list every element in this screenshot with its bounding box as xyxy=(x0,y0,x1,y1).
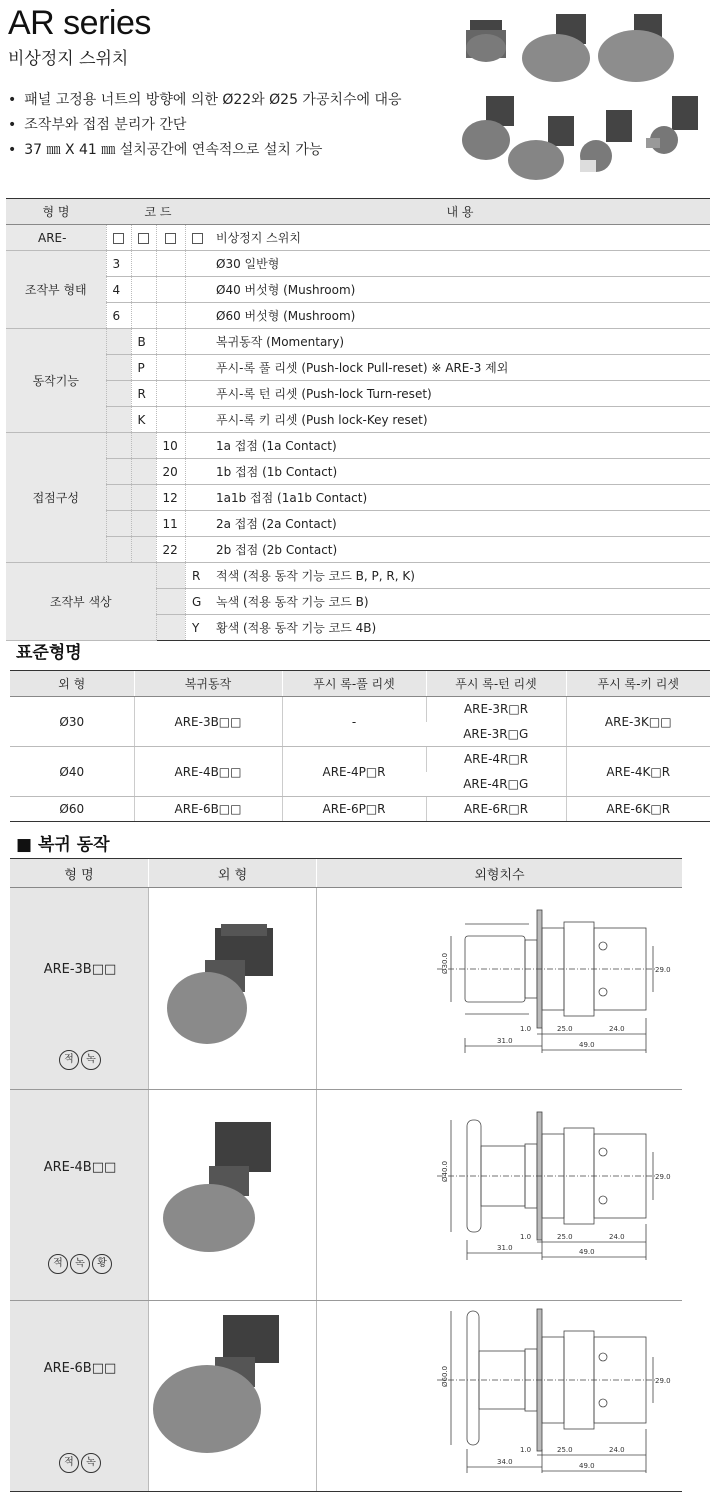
code-value: 11 xyxy=(156,511,185,537)
code-value: R xyxy=(185,563,210,589)
color-badges xyxy=(10,1050,150,1070)
dim-label: 24.0 xyxy=(609,1446,625,1454)
std-pull: ARE-6P□R xyxy=(282,797,426,822)
model-cell xyxy=(10,1301,149,1492)
code-content: 1a 접점 (1a Contact) xyxy=(210,433,710,459)
dim-label: 24.0 xyxy=(609,1025,625,1033)
dim-header: 외 형 xyxy=(149,859,317,888)
product-photo xyxy=(149,1301,317,1492)
dim-label: 1.0 xyxy=(520,1025,532,1033)
std-momentary: ARE-6B□□ xyxy=(134,797,282,822)
color-badge-red: 적 xyxy=(48,1254,68,1274)
std-key: ARE-6K□R xyxy=(566,797,710,822)
code-value: 6 xyxy=(106,303,131,329)
std-pull: ARE-4P□R xyxy=(282,747,426,797)
code-content: 녹색 (적용 동작 기능 코드 B) xyxy=(210,589,710,615)
model-name: ARE-6B□□ xyxy=(43,1361,117,1376)
code-content: Ø30 일반형 xyxy=(210,251,710,277)
code-value: 22 xyxy=(156,537,185,563)
dim-label: 29.0 xyxy=(655,1173,671,1181)
feature-item: • 조작부와 접점 분리가 간단 xyxy=(8,113,402,138)
dim-label: 1.0 xyxy=(520,1233,532,1241)
model-cell xyxy=(10,1090,149,1301)
std-key: ARE-4K□R xyxy=(566,747,710,797)
feature-item: • 패널 고정용 너트의 방향에 의한 Ø22와 Ø25 가공치수에 대응 xyxy=(8,88,402,113)
product-photo xyxy=(149,888,317,1090)
dim-label: 24.0 xyxy=(609,1233,625,1241)
dimension-drawing xyxy=(317,1301,683,1492)
std-size: Ø60 xyxy=(10,797,134,822)
standard-model-table xyxy=(10,670,710,822)
std-header: 푸시 록-풀 리셋 xyxy=(282,671,426,697)
code-value: 12 xyxy=(156,485,185,511)
model-cell xyxy=(10,888,149,1090)
header-model: 형 명 xyxy=(6,199,106,225)
code-value: B xyxy=(131,329,156,355)
code-value: 4 xyxy=(106,277,131,303)
code-value: G xyxy=(185,589,210,615)
std-momentary: ARE-4B□□ xyxy=(134,747,282,797)
prefix-model: ARE- xyxy=(6,225,106,251)
momentary-dimension-table xyxy=(10,858,682,1492)
std-size: Ø40 xyxy=(10,747,134,797)
dim-label: 29.0 xyxy=(655,1377,671,1385)
code-content: 2b 접점 (2b Contact) xyxy=(210,537,710,563)
prefix-content: 비상정지 스위치 xyxy=(210,225,710,251)
header-content: 내 용 xyxy=(210,199,710,225)
product-photo xyxy=(466,20,506,62)
dim-label: 29.0 xyxy=(655,966,671,974)
code-value: K xyxy=(131,407,156,433)
code-content: 푸시-록 키 리셋 (Push lock-Key reset) xyxy=(210,407,710,433)
code-content: 푸시-록 풀 리셋 (Push-lock Pull-reset) ※ ARE-3 제외 xyxy=(210,355,710,381)
dim-label: 49.0 xyxy=(579,1248,595,1256)
code-content: Ø40 버섯형 (Mushroom) xyxy=(210,277,710,303)
code-box-icon xyxy=(185,225,210,251)
std-turn: ARE-3R□G xyxy=(426,722,566,747)
dim-label: Ø40.0 xyxy=(441,1160,449,1182)
code-content: Ø60 버섯형 (Mushroom) xyxy=(210,303,710,329)
color-badge-green: 녹 xyxy=(70,1254,90,1274)
dim-header: 외형치수 xyxy=(317,859,683,888)
std-turn: ARE-6R□R xyxy=(426,797,566,822)
group-label: 접점구성 xyxy=(6,433,106,563)
dim-label: 49.0 xyxy=(579,1041,595,1049)
dim-label: 31.0 xyxy=(497,1037,513,1045)
std-header: 푸시 록-턴 리셋 xyxy=(426,671,566,697)
dim-label: 1.0 xyxy=(520,1446,532,1454)
header-code: 코 드 xyxy=(106,199,210,225)
code-value: R xyxy=(131,381,156,407)
standard-heading: 표준형명 xyxy=(16,643,82,663)
color-badge-green: 녹 xyxy=(81,1453,101,1473)
color-badge-yellow: 황 xyxy=(92,1254,112,1274)
dim-label: 25.0 xyxy=(557,1025,573,1033)
code-content: 2a 접점 (2a Contact) xyxy=(210,511,710,537)
series-subtitle: 비상정지 스위치 xyxy=(8,49,129,69)
color-badges xyxy=(10,1254,150,1274)
product-photos xyxy=(456,0,716,190)
std-momentary: ARE-3B□□ xyxy=(134,697,282,747)
std-header: 외 형 xyxy=(10,671,134,697)
product-photo xyxy=(508,116,574,180)
code-value: 10 xyxy=(156,433,185,459)
model-name: ARE-4B□□ xyxy=(43,1160,117,1175)
color-badge-red: 적 xyxy=(59,1453,79,1473)
dimension-drawing xyxy=(317,888,683,1090)
code-value: Y xyxy=(185,615,210,641)
code-content: 1a1b 접점 (1a1b Contact) xyxy=(210,485,710,511)
code-content: 복귀동작 (Momentary) xyxy=(210,329,710,355)
feature-item: • 37 ㎜ X 41 ㎜ 설치공간에 연속적으로 설치 가능 xyxy=(8,138,402,163)
product-photo xyxy=(462,96,514,160)
std-size: Ø30 xyxy=(10,697,134,747)
std-key: ARE-3K□□ xyxy=(566,697,710,747)
product-photo xyxy=(580,110,632,172)
dim-label: Ø30.0 xyxy=(441,952,449,974)
dim-label: 31.0 xyxy=(497,1244,513,1252)
code-table xyxy=(6,198,710,641)
group-label: 조작부 형태 xyxy=(6,251,106,329)
std-pull: - xyxy=(282,697,426,747)
code-value: P xyxy=(131,355,156,381)
product-photo xyxy=(149,1090,317,1301)
std-header: 복귀동작 xyxy=(134,671,282,697)
model-name: ARE-3B□□ xyxy=(43,962,117,977)
product-photo xyxy=(522,14,590,82)
dim-label: Ø60.0 xyxy=(441,1365,449,1387)
feature-list xyxy=(8,88,402,163)
dim-header: 형 명 xyxy=(10,859,149,888)
std-turn: ARE-4R□R xyxy=(426,747,566,772)
code-box-icon xyxy=(106,225,131,251)
momentary-heading: ■ 복귀 동작 xyxy=(16,835,110,855)
code-value: 3 xyxy=(106,251,131,277)
group-label: 조작부 색상 xyxy=(6,563,156,641)
series-title: AR series xyxy=(8,4,151,42)
code-content: 황색 (적용 동작 기능 코드 4B) xyxy=(210,615,710,641)
color-badge-green: 녹 xyxy=(81,1050,101,1070)
dim-label: 25.0 xyxy=(557,1446,573,1454)
color-badge-red: 적 xyxy=(59,1050,79,1070)
std-turn: ARE-4R□G xyxy=(426,772,566,797)
code-box-icon xyxy=(131,225,156,251)
dim-label: 34.0 xyxy=(497,1458,513,1466)
code-value: 20 xyxy=(156,459,185,485)
group-label: 동작기능 xyxy=(6,329,106,433)
product-photo xyxy=(598,14,674,82)
code-content: 적색 (적용 동작 기능 코드 B, P, R, K) xyxy=(210,563,710,589)
dim-label: 25.0 xyxy=(557,1233,573,1241)
code-content: 1b 접점 (1b Contact) xyxy=(210,459,710,485)
code-box-icon xyxy=(156,225,185,251)
dim-label: 49.0 xyxy=(579,1462,595,1470)
dimension-drawing xyxy=(317,1090,683,1301)
color-badges xyxy=(10,1453,150,1473)
std-header: 푸시 록-키 리셋 xyxy=(566,671,710,697)
code-content: 푸시-록 턴 리셋 (Push-lock Turn-reset) xyxy=(210,381,710,407)
std-turn: ARE-3R□R xyxy=(426,697,566,722)
product-photo xyxy=(646,96,698,154)
